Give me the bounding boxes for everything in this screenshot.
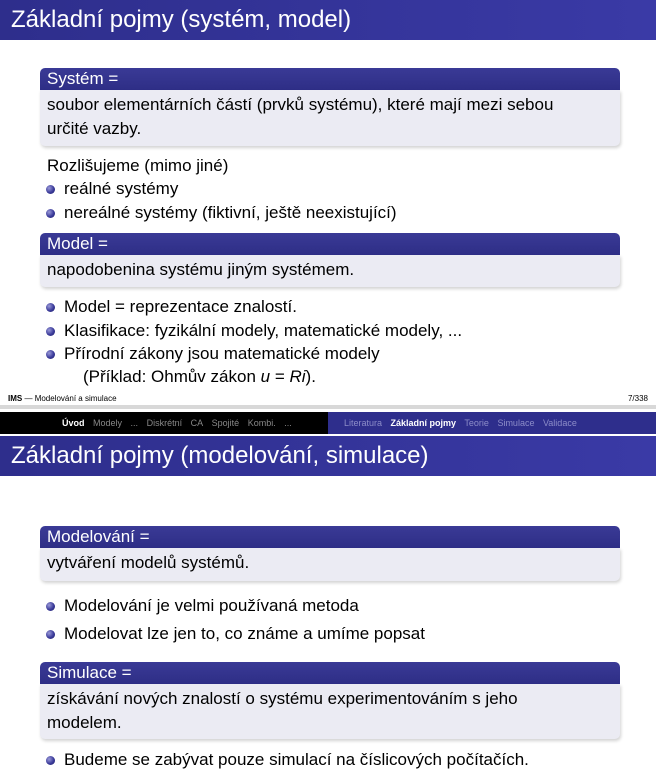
page-number: 7/338 <box>627 394 648 403</box>
bullet-icon <box>46 350 55 359</box>
list-item <box>64 201 397 225</box>
nav-item-zakladni-pojmy[interactable]: Základní pojmy <box>390 418 457 428</box>
nav-item-spojite[interactable]: Spojité <box>211 418 240 428</box>
nav-item-ellipsis[interactable]: ... <box>130 418 139 428</box>
block-text: soubor elementárních částí (prvků systému), které mají mezi sebou <box>47 95 554 114</box>
list-item-text: reálné systémy <box>64 179 179 198</box>
list-item <box>64 622 425 646</box>
block-body-system <box>40 90 620 146</box>
nav-item-validace[interactable]: Validace <box>542 418 577 428</box>
block-body-modelovani <box>40 548 620 581</box>
navigation-bar <box>0 412 656 434</box>
nav-item-simulace[interactable]: Simulace <box>497 418 535 428</box>
example-suffix: ). <box>305 367 316 386</box>
block-body-simulace <box>40 684 620 739</box>
footer-course <box>8 392 117 405</box>
list-item-text: Přírodní zákony jsou matematické modely <box>64 344 380 363</box>
block-header-system: Systém = <box>40 68 620 90</box>
nav-item-ca[interactable]: CA <box>190 418 204 428</box>
math-ri: Ri <box>289 367 306 386</box>
block-text: napodobenina systému jiným systémem. <box>47 260 355 279</box>
list-item <box>64 594 359 618</box>
example-text <box>83 365 316 389</box>
example-prefix: (Příklad: Ohmův zákon <box>83 367 261 386</box>
math-u: u <box>260 367 271 386</box>
bullet-icon <box>46 756 55 765</box>
footer-course-name: — Modelování a simulace <box>24 394 117 403</box>
bullet-icon <box>46 327 55 336</box>
list-item-text: Modelování je velmi používaná metoda <box>64 596 359 615</box>
nav-item-teorie[interactable]: Teorie <box>464 418 489 428</box>
block-body-model <box>40 255 620 287</box>
block-text: určité vazby. <box>47 119 142 138</box>
nav-item-literatura[interactable]: Literatura <box>344 418 383 428</box>
block-header-simulace: Simulace = <box>40 662 620 684</box>
intro-text: Rozlišujeme (mimo jiné) <box>47 156 229 175</box>
math-equals: = <box>270 367 290 386</box>
block-text: získávání nových znalostí o systému experimentováním s jeho <box>47 689 518 708</box>
bullet-icon <box>46 630 55 639</box>
list-item <box>64 177 178 201</box>
list-item-text: nereálné systémy (fiktivní, ještě neexistující) <box>64 203 397 222</box>
bullet-icon <box>46 303 55 312</box>
list-item-text: Budeme se zabývat pouze simulací na číslicových počítačích. <box>64 750 529 769</box>
block-header-model: Model = <box>40 233 620 255</box>
bullet-icon <box>46 209 55 218</box>
bullet-icon <box>46 602 55 611</box>
list-item <box>64 342 380 366</box>
nav-item-modely[interactable]: Modely <box>93 418 123 428</box>
list-item-text: Modelovat lze jen to, co známe a umíme popsat <box>64 624 425 643</box>
footer-course-code: IMS <box>8 394 23 403</box>
list-item-text: Model = reprezentace znalostí. <box>64 297 297 316</box>
slide-divider <box>0 405 656 409</box>
slide-title: Základní pojmy (modelování, simulace) <box>0 436 656 476</box>
list-item-text: Klasifikace: fyzikální modely, matematické modely, ... <box>64 321 463 340</box>
subsection-nav <box>328 412 656 434</box>
list-item <box>64 748 529 772</box>
nav-item-uvod[interactable]: Úvod <box>62 418 85 428</box>
section-nav <box>0 412 328 434</box>
slide-footer <box>0 392 656 405</box>
list-item <box>64 319 462 343</box>
nav-item-ellipsis[interactable]: ... <box>284 418 292 428</box>
block-header-modelovani: Modelování = <box>40 526 620 548</box>
nav-item-kombi[interactable]: Kombi. <box>247 418 276 428</box>
slide-title: Základní pojmy (systém, model) <box>0 0 656 40</box>
list-item <box>64 295 297 319</box>
bullet-icon <box>46 185 55 194</box>
block-text: modelem. <box>47 713 122 732</box>
block-text: vytváření modelů systémů. <box>47 553 250 572</box>
nav-item-diskretni[interactable]: Diskrétní <box>146 418 183 428</box>
